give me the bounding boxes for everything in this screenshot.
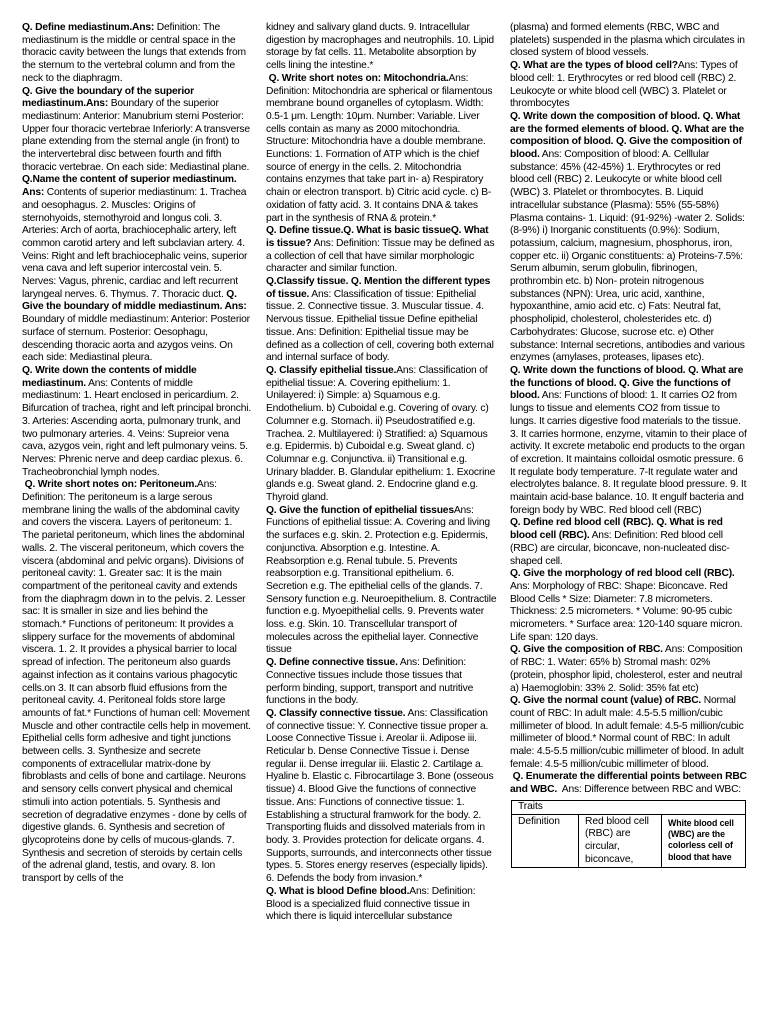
- qa-paragraph: [266, 504, 500, 657]
- question-text: Q. Enumerate the differential points between RBC and WBC.: [510, 771, 750, 796]
- question-text: Q. Write down the contents of middle mediastinum.: [22, 364, 200, 389]
- answer-text: kidney and salivary gland ducts. 9. Intracellular digestion by macrophages and neutrophils. 10. Lipid storage by fat cells. 11. Metabolite absorption by cells lining the intestine.*: [266, 22, 497, 72]
- question-text: Q. Give the normal count (value) of RBC.: [510, 695, 702, 707]
- answer-text: Ans: Definition: Blood is a specialized fluid connective tissue in which there is liquid intercellular substance: [266, 885, 479, 923]
- answer-text: Ans: Difference between RBC and WBC:: [557, 784, 741, 796]
- table-cell-rbc: Red blood cell (RBC) are circular, biconcave,: [579, 814, 662, 868]
- column-3-text: [510, 22, 750, 797]
- question-text: Q. Define mediastinum.Ans:: [22, 22, 155, 33]
- answer-text: Ans: Definition: Mitochondria are spherical or filamentous membrane bound organelles of cytoplasm. Width: 0.5-1 μm. Length: 10μm. Number: Variable. Liver cells contain as many as 2000 mitochondria. Structure: Mitochondria have a double membrane. Eunctions: 1. Formation of ATP which is the chief source of energy in the cells. 2. Mitochondria contains enzymes that take part in- a) Respiratory chain or electron transport. b) Citric acid cycle. c) B-oxidation of fatty acid. 3. It contains DNA & takes part in the synthesis of RNA & protein.*: [266, 72, 496, 224]
- question-text: Q. Give the morphology of red blood cell (RBC).: [510, 568, 735, 580]
- question-text: Q. What are the types of blood cell?: [510, 60, 678, 72]
- qa-paragraph: [22, 364, 254, 479]
- question-text: Q. Give the composition of RBC.: [510, 644, 663, 656]
- answer-text: Ans: Definition: Connective tissues include those tissues that perform binding, support, transport and nutritive functions in the body.: [266, 657, 476, 707]
- table-cell-trait: Definition: [512, 814, 579, 868]
- column-3: [510, 22, 750, 1018]
- question-text: Q.Name the content of superior mediastinum. Ans:: [22, 174, 239, 199]
- answer-text: Normal count of RBC: In adult male: 4.5-5.5 million/cubic millimeter of blood. In adult female: 4.5-5 million/cubic millimeter of blood.* Normal count of RBC: In adult male: 4.5-5.5 million/cubic millimeter of blood. In adult female: 4.5-5 million/cubic millimeter of blood.: [510, 695, 747, 770]
- answer-text: Ans: Classification of epithelial tissue: A. Covering epithelium: 1. Unilayered: i) Simple: a) Squamous e.g. Endothelium. b) Cuboidal e.g. Covering of ovary. c) Columner e.g. Stomach. ii) Pseudostratified e.g. Trachea. 2. Multilayered: i) Stratified: a) Squamous e.g. Epidermis. b) Cuboidal e.g. Sweat gland. c) Columnar e.g. Conjunctiva. ii) Transitional e.g. Urinary bladder. B. Glandular epithelium: 1. Exocrine glands e.g. Sweat gland. 2. Endocrine gland e.g. Thyroid gland.: [266, 364, 498, 504]
- qa-paragraph: [510, 644, 747, 695]
- question-text: Q.Classify tissue. Q. Mention the different types of tissue.: [266, 276, 493, 300]
- qa-paragraph: [266, 73, 497, 225]
- question-text: Q. Define red blood cell (RBC). Q. What is red blood cell (RBC).: [510, 517, 726, 542]
- column-1-text: [22, 22, 254, 886]
- qa-paragraph: [266, 276, 497, 365]
- answer-text: Ans: Classification of tissue: Epithelial tissue. 2. Connective tissue. 3. Muscular tissue. 4. Nervous tissue. Epithelial tissue Define epithelial tissue. Ans: Definition: Epithelial tissue may be defined as a collection of cell, covering both external and internal surface of body.: [266, 288, 497, 364]
- answer-text: Ans: Contents of middle mediastinum: 1. Heart enclosed in pericardium. 2. Bifurcation of trachea, right and left principal bronchi. 3. Arteries: Ascending aorta, pulmonary trunk, and two pulmonary arteries. 4. Veins: Supreior vena cava, azygos vein, right and left pulmonary veins. 5. Nerves: Phrenic nerve and deep cardiac plexus. 6. Tracheobronchial lymph nodes.: [22, 377, 254, 478]
- table-header-row: [512, 800, 746, 814]
- question-text: Q. Write down the composition of blood. Q. What are the formed elements of blood. Q. What are the composition of blood. Q. Give the composition of blood.: [510, 110, 747, 161]
- question-text: Q. Define connective tissue.: [266, 657, 398, 669]
- answer-text: Ans: Types of blood cell: 1. Erythrocytes or red blood cell (RBC) 2. Leukocyte or white blood cell (WBC) 3. Platelet or thrombocytes: [510, 60, 741, 110]
- qa-paragraph: [22, 22, 251, 86]
- answer-text: Ans: Definition: Tissue may be defined as a collection of cell that have similar morphologic character and similar function.: [266, 237, 497, 275]
- question-text: Q. Give the boundary of middle mediastinum. Ans:: [22, 288, 247, 313]
- qa-paragraph: [510, 111, 747, 365]
- question-text: Q. Classify connective tissue.: [266, 707, 406, 719]
- column-2: [266, 22, 500, 1012]
- qa-paragraph: [510, 568, 747, 644]
- qa-paragraph: [22, 174, 251, 365]
- question-text: Q. Give the function of epithelial tissues: [266, 504, 454, 516]
- question-text: Q. Define tissue.Q. What is basic tissueQ. What is tissue?: [266, 225, 492, 249]
- qa-paragraph: [510, 364, 750, 517]
- answer-text: Ans: Definition: The peritoneum is a large serous membrane lining the walls of the abdominal cavity and covers the viscera. Layers of peritoneum: 1. The parietal peritoneum, which lines the abdominal walls. 2. The visceral peritoneum, which covers the viscera (abdominal and pelvic organs). Divisions of peritoneal cavity: 1. Greater sac: It is the main compartment of the peritoneal cavity and extends from the diaphragm down in to the pelvis. 2. Lesser sac: It is smaller in size and lies behind the stomach.* Functions of peritoneum: It provides a slippery surface for the movements of abdominal viscera. 1. 2. It provides a physical barrier to local spread of infection. The peritoneum also guards against infection as it contains various phagocytic cells.on 3. It can absorb fluid effusions from the peritoneal cavity. 4. Peritoneal folds store large amounts of fat.* Functions of human cell: Movement Muscle and other contractile cells help in movement. Epithelial cells form adhesive and tight junctions between cells. 3. Synthesize and secrete components of extracellular matrix-done by fibroblasts and cells of bone and cartilage. Neurons and sensory cells convert physical and chemical stimuli into action potentials. 5. Synthesis and secretion of degradative enzymes - done by cells of digestive glands. 6. Synthesis and secretion of glycoproteins done by cells of mucous-glands. 7. Synthesis and secretion of steroids by certain cells of the adrenal gland, testis, and ovary. 8. Ion transport by cells of the: [22, 479, 254, 885]
- qa-paragraph: [266, 657, 497, 708]
- answer-text: Ans: Morphology of RBC: Shape: Biconcave. Red Blood Cells * Size: Diameter: 7.8 micrometers. Thickness: 2.5 micrometers. * Volume: 90-95 cubic micrometers. * Surface area: 120-140 square micron. Life span: 120 days.: [510, 568, 746, 643]
- question-text: Q. Classify epithelial tissue.: [266, 364, 397, 376]
- qa-paragraph: [510, 771, 750, 796]
- answer-text: Ans: Composition of RBC: 1. Water: 65% b) Stromal mash: 02% (protein, phosphor lipid, cholesterol, ester and neutral a) Haemoglobin: 33% 2. Solid: 35% fat etc): [510, 644, 746, 694]
- answer-text: Boundary of middle mediastinum: Anterior: Posterior surface of sternum. Posterior: Oesophagu, descending thoracic aorta and azygos veins. On each side: Mediastinal pleura.: [22, 301, 253, 364]
- table-cell-wbc: White blood cell (WBC) are the colorless cell of blood that have: [662, 814, 746, 868]
- question-text: Q. Give the boundary of the superior mediastinum.Ans:: [22, 85, 197, 110]
- answer-text: Ans: Classification of connective tissue: Y. Connective tissue proper a. Loose Connective Tissue i. Areolar ii. Adipose iii. Reticular b. Dense Connective Tissue i. Dense regular ii. Dense irregular iii. Elastic 2. Cartilage a. Hyaline b. Elastic c. Fibrocartilage 3. Bone (osseous tissue) 4. Blood Give the functions of connective tissue. Ans: Functions of connective tissue: 1. Establishing a structural framwork for the body. 2. Transporting fluids and dissolved materials from in body. 3. Provides protection for delicate organs. 4. Supports, surrounds, and interconnects other tissue types. 5. Stores energy reserves (especially lipids). 6. Defends the body from invasion.*: [266, 707, 497, 885]
- answer-text: Ans: Composition of blood: A. Celllular substance: 45% (42-45%) 1. Erythrocytes or red blood cell (RBC) 2. Leukocyte or white blood cell (WBC) 3. Platelet or thrombocytes. B. Liquid intracellular substance (Plasma): 55% (55-58%) Plasma contains- 1. Liquid: (91-92%) -water 2. Solids: (8-9%) i) Inorganic constituents (0.9%): Sodium, potassium, calcium, magnesium, phosphorus, iron, copper etc. ii) Organic constituents: a) Proteins-7.5%: Serum albumin, serum globulin, fibrinogen, prothrombin etc. b) Non- protein nitrogenous substances (NPN): Urea, uric acid, xanthine, hypoxanthine, amio acid etc. c) Fats: Neutral fat, phospholipid, cholesterol, cholesterides etc. d) Carbohydrates: Glucose, sucrose etc. e) Other substance: Internal secretions, antibodies and various enzymes (amylases, proteases, lipases etc).: [510, 149, 748, 364]
- qa-paragraph: [22, 86, 251, 175]
- question-text: Q. Write down the functions of blood. Q. What are the functions of blood. Q. Give the functions of blood.: [510, 364, 746, 402]
- qa-paragraph: [266, 886, 497, 924]
- question-text: Q. Write short notes on: Peritoneum.: [22, 479, 197, 491]
- answer-text: Ans: Functions of epithelial tissue: A. Covering and living the surfaces e.g. skin. 2. Protection e.g. Epidermis, conjunctiva. Absorption e.g. Intestine. A. Reabsorption e.g. Renal tubule. 5. Prevents reabsorption e.g. Transitional epithelium. 6. Secretion e.g. The epithelial cells of the glands. 7. Sensory function e.g. Neuroepithelium. 8. Contractile function e.g. Myoepithelial cells. 9. Prevents water loss. e.g. Skin. 10. Transcellular transport of molecules across the epithelial layer. Connective tissue: [266, 504, 500, 656]
- answer-text: Ans: Definition: Red blood cell (RBC) are circular, biconcave, non-nucleated disc- shaped cell.: [510, 530, 733, 567]
- table-header-traits: Traits: [512, 800, 746, 814]
- qa-paragraph: [510, 60, 747, 111]
- column-1: [22, 22, 254, 1012]
- answer-text: Ans: Functions of blood: 1. It carries O2 from lungs to tissue and elements CO2 from tissue to lungs. It carries digestive food materials to the tissue. 3. It carries hormone, enzyme, vitamin to their place of activity. It excrete metabolic end products to the organ of excretion. It maintains colloidal osmotic pressure. 6 It regulate body temperature. 7-It regulate water and electrolytes balance. 8. It regulate blood pressure. 9. It maintain acid-base balance. 10. It engulf bacteria and foreign body by WBC. Red blood cell (RBC): [510, 390, 750, 516]
- qa-paragraph: [266, 365, 497, 505]
- qa-paragraph: [266, 225, 497, 276]
- qa-paragraph: [22, 479, 254, 886]
- qa-paragraph: [510, 695, 747, 771]
- qa-paragraph: [266, 708, 497, 886]
- table-row: [512, 814, 746, 868]
- answer-text: Definition: The mediastinum is the middle or central space in the thoracic cavity between the lungs that extends from the sternum to the vertebral column and from the neck to the diaphragm.: [22, 22, 249, 84]
- question-text: Q. What is blood Define blood.: [266, 885, 410, 897]
- answer-text: Contents of superior mediastinum: 1. Trachea and oesophagus. 2. Muscles: Origins of sternohyoids, sternothyroid and longus coli. 3. Arteries: Arch of aorta, brachiocephalic artery, left common carotid artery and left subclavian artery. 4. Veins: Right and left brachiocephalic veins, superior vena cava and left superior intercostal vein. 5. Nerves: Vagus, phrenic, cardiac and left recurrent laryngeal nerves. 6. Thymus. 7. Thoracic duct.: [22, 187, 250, 300]
- answer-text: Boundary of the superior mediastinum: Anterior: Manubrium sterni Posterior: Upper four thoracic vertebrae Inferiorly: A transverse plane extending from the sternal angle (in front) to the intervertebral disc between fourth and fifth thoracic vertebrae. On each side: Mediastinal plane.: [22, 98, 253, 173]
- qa-paragraph: [510, 517, 747, 568]
- question-text: Q. Write short notes on: Mitochondria.: [266, 72, 449, 84]
- qa-paragraph: [266, 22, 497, 73]
- answer-text: (plasma) and formed elements (RBC, WBC and platelets) suspended in the plasma which circulates in closed system of blood vessels.: [510, 22, 748, 59]
- column-2-text: [266, 22, 500, 924]
- rbc-wbc-difference-table: [511, 800, 746, 869]
- qa-paragraph: [510, 22, 747, 60]
